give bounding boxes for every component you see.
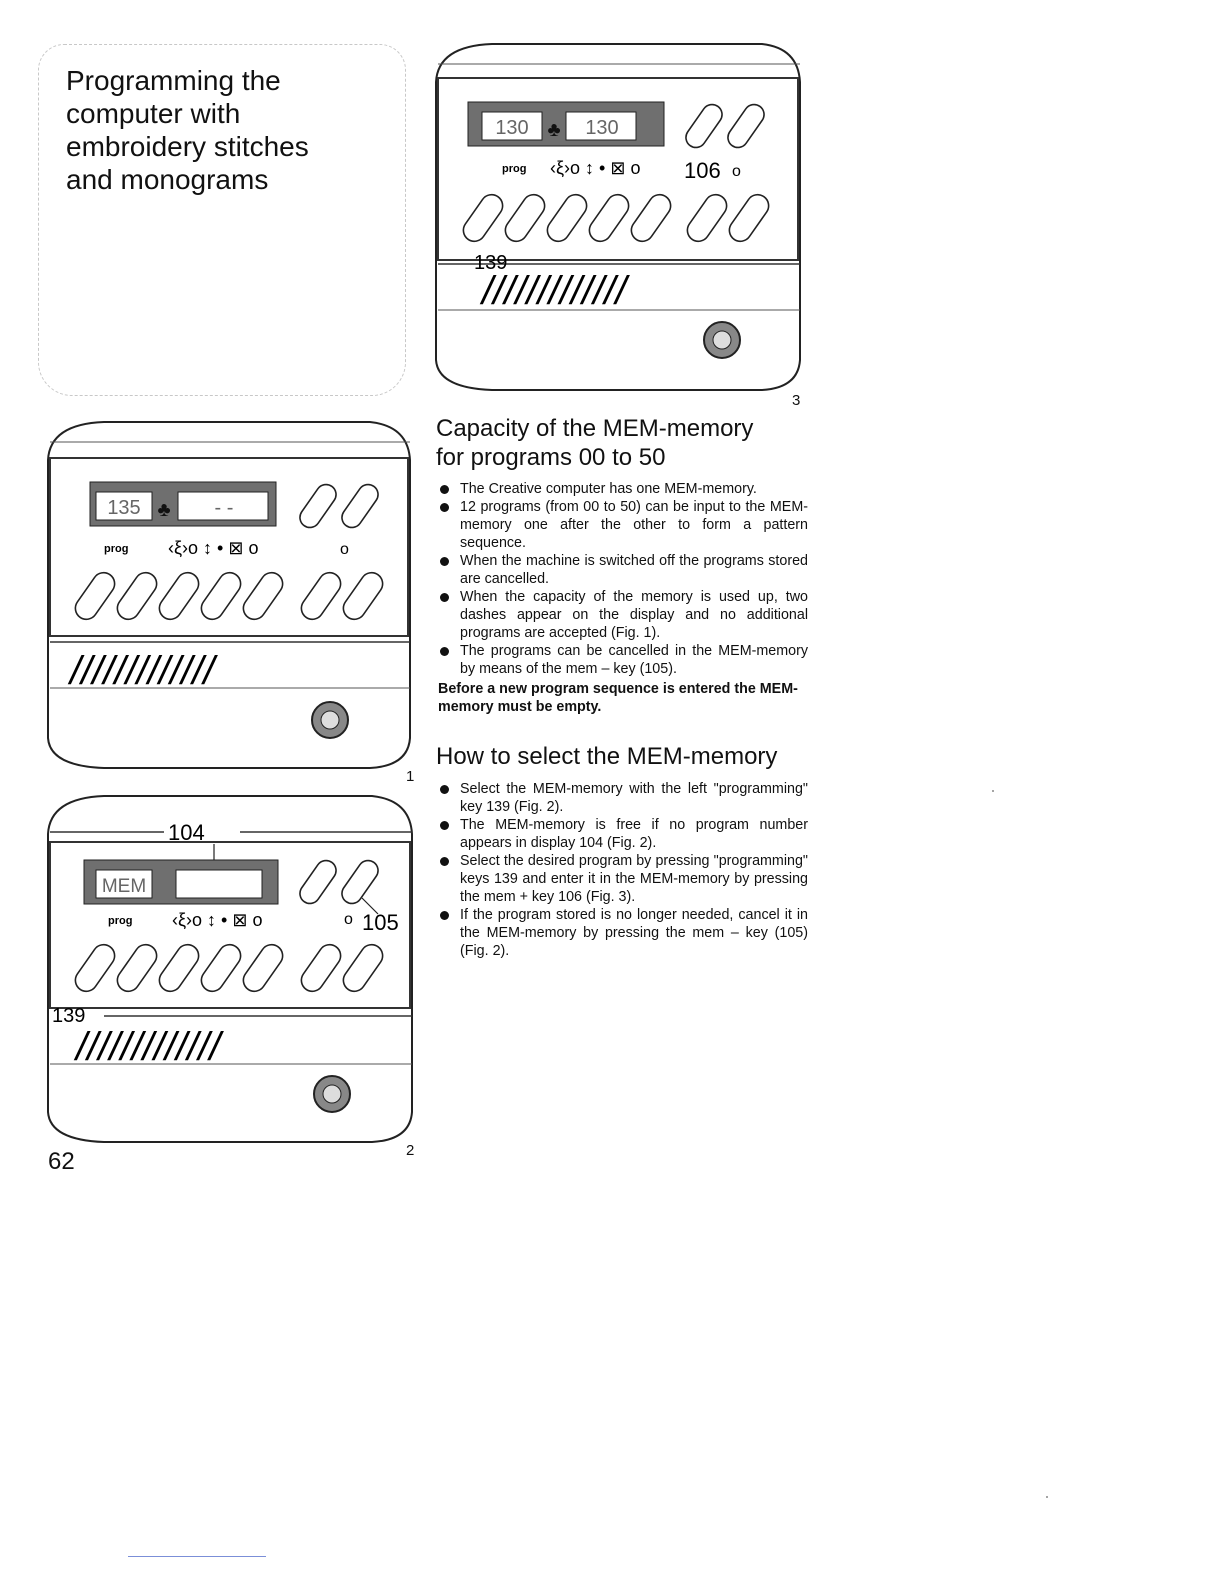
fig2-stitch-icons: ‹ξ›o ↕ • ⊠ o [172, 910, 263, 930]
fig2-mem-buttons [296, 857, 382, 908]
fig2-prog-label: prog [108, 915, 133, 927]
scan-speck [992, 790, 994, 792]
fig3-prog-label: prog [502, 163, 527, 175]
fig2-program-keys [71, 940, 387, 995]
fig1-grip-lines: ///////////// [70, 649, 215, 693]
fig1-tree-icon: ♣ [157, 499, 171, 521]
fig2-callout-104: 104 [168, 820, 205, 845]
fig1-led: o [340, 541, 349, 558]
section1-heading-line2: for programs 00 to 50 [436, 444, 666, 471]
fig3-callout-139: 139 [474, 252, 508, 274]
section1-bullet: When the machine is switched off the programs stored are cancelled. [438, 552, 808, 588]
fig3-program-keys [459, 190, 773, 245]
fig1-display-right: - - [214, 497, 234, 519]
fig3-tree-icon: ♣ [547, 119, 561, 141]
fig3-led: o [732, 163, 741, 180]
fig3-display-left: 130 [495, 117, 529, 139]
fig2-display-left: MEM [101, 876, 147, 897]
figure-2-panel [44, 794, 418, 1146]
section1-bullet: 12 programs (from 00 to 50) can be input to the MEM-memory one after the other to form a pattern sequence. [438, 498, 808, 552]
section1-bullet: When the capacity of the memory is used up, two dashes appear on the display and no additional programs are accepted (Fig. 1). [438, 588, 808, 642]
section1-note: Before a new program sequence is entered the MEM-memory must be empty. [438, 681, 798, 715]
fig3-stitch-icons: ‹ξ›o ↕ • ⊠ o [550, 158, 641, 178]
figure-1-panel [44, 420, 416, 772]
fig1-prog-label: prog [104, 543, 129, 555]
scan-speck [1046, 1496, 1048, 1498]
fig3-mem-buttons [682, 101, 768, 152]
page-title: Programming the computer with embroidery stitches and monograms [66, 65, 309, 195]
section1-bullets [438, 480, 808, 678]
fig2-led: o [344, 911, 353, 928]
fig3-callout-106: 106 [684, 158, 721, 183]
fig1-number: 1 [406, 768, 415, 785]
fig3-number: 3 [792, 392, 801, 409]
section1-bullet: The Creative computer has one MEM-memory. [438, 480, 808, 498]
section2-bullet: Select the desired program by pressing "programming" keys 139 and enter it in the MEM-memory by pressing the mem + key 106 (Fig. 3). [438, 852, 808, 906]
fig2-grip-lines: ///////////// [76, 1025, 221, 1069]
fig3-grip-lines: ///////////// [482, 269, 627, 313]
section2-bullet: The MEM-memory is free if no program number appears in display 104 (Fig. 2). [438, 816, 808, 852]
section2-bullets [438, 780, 808, 960]
section2-heading: How to select the MEM-memory [436, 743, 778, 770]
fig3-display-right: 130 [585, 117, 619, 139]
page-number: 62 [48, 1148, 75, 1175]
section1-heading-line1: Capacity of the MEM-memory [436, 415, 754, 442]
scan-line [128, 1556, 266, 1557]
fig1-mem-buttons [296, 481, 382, 532]
section1-heading [436, 414, 816, 472]
fig2-number: 2 [406, 1142, 415, 1159]
section2-bullet: If the program stored is no longer needed, cancel it in the MEM-memory by pressing the mem – key (105) (Fig. 2). [438, 906, 808, 960]
fig1-stitch-icons: ‹ξ›o ↕ • ⊠ o [168, 538, 259, 558]
fig1-program-keys [71, 568, 387, 623]
figure-3-panel [432, 42, 808, 394]
section2-bullet: Select the MEM-memory with the left "programming" key 139 (Fig. 2). [438, 780, 808, 816]
fig1-display-left: 135 [107, 497, 141, 519]
fig2-callout-139: 139 [52, 1005, 86, 1027]
section1-bullet: The programs can be cancelled in the MEM-memory by means of the mem – key (105). [438, 642, 808, 678]
fig2-callout-105: 105 [362, 910, 399, 935]
